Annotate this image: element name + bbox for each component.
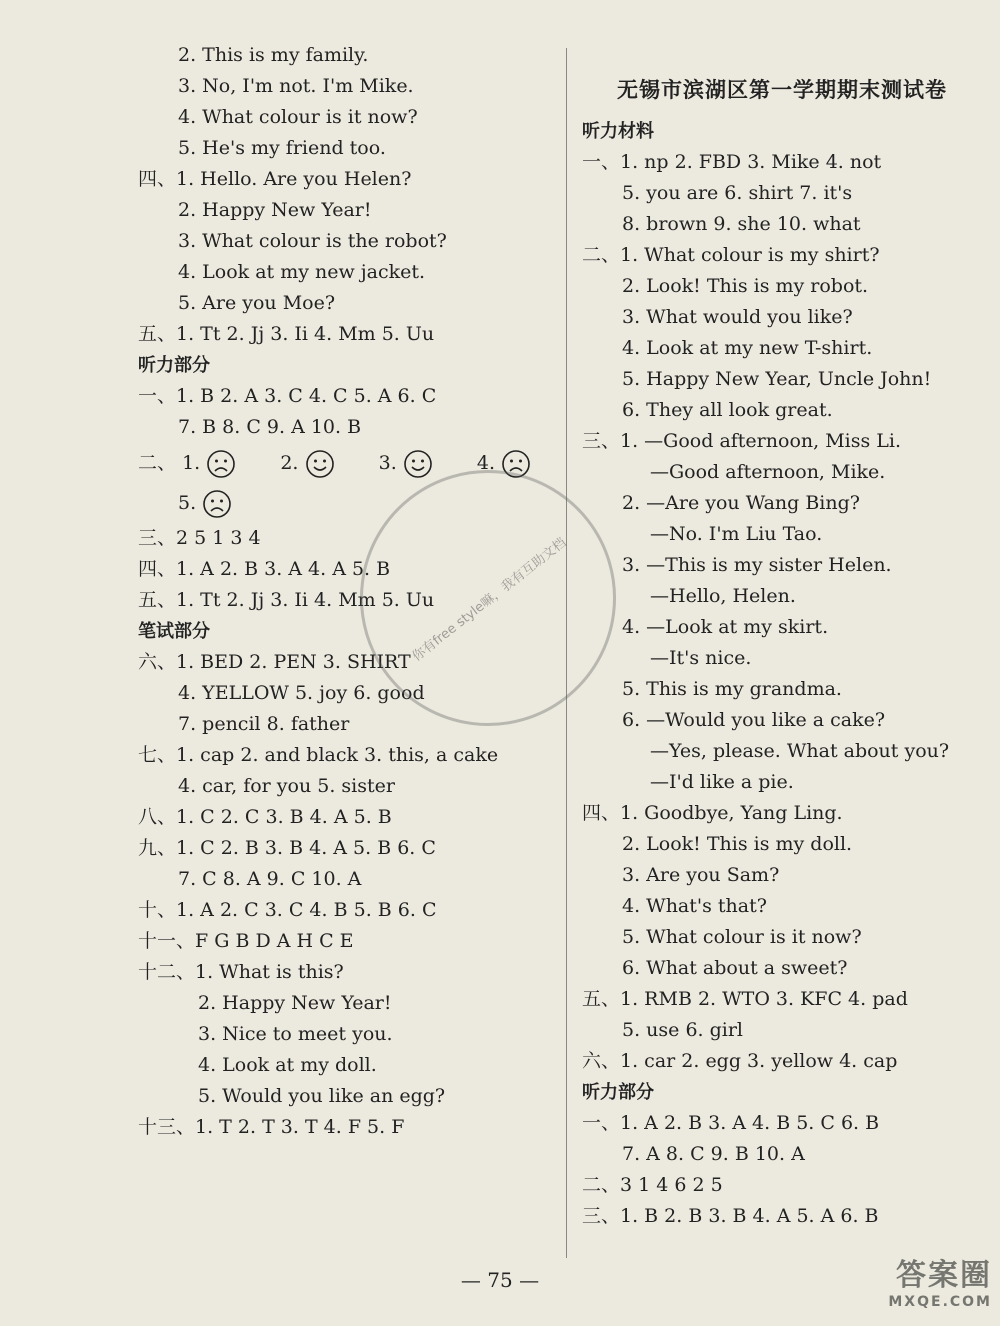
page-number: — 75 — xyxy=(460,1268,540,1292)
section-marker: 二、 xyxy=(582,1174,621,1196)
answer-line: 4. Look at my new T-shirt. xyxy=(622,337,873,359)
answer-line: 7. B 8. C 9. A 10. B xyxy=(178,416,362,438)
section-heading: 听力部分 xyxy=(582,1082,654,1103)
answer-line: —Hello, Helen. xyxy=(650,585,796,607)
answer-line: 2. Look! This is my robot. xyxy=(622,275,869,297)
answer-line: 一、1. B 2. A 3. C 4. C 5. A 6. C xyxy=(138,381,558,412)
sad-face-icon xyxy=(202,489,232,519)
face-item: 3. xyxy=(379,452,433,474)
section-marker: 三、 xyxy=(582,1205,621,1227)
happy-face-icon xyxy=(305,449,335,479)
happy-face-icon xyxy=(403,449,433,479)
answer-line: 7. pencil 8. father xyxy=(178,713,350,735)
answer-line: 一、1. np 2. FBD 3. Mike 4. not xyxy=(582,147,982,178)
answer-line: 5. you are 6. shirt 7. it's xyxy=(622,182,853,204)
logo-text: 答案圈 xyxy=(896,1258,992,1293)
answer-line: 3. Nice to meet you. xyxy=(198,1023,393,1045)
answer-line: 六、1. car 2. egg 3. yellow 4. cap xyxy=(582,1046,982,1077)
answer-line: 十一、F G B D A H C E xyxy=(138,926,558,957)
answer-line: 5. Happy New Year, Uncle John! xyxy=(622,368,932,390)
answer-line: 4. YELLOW 5. joy 6. good xyxy=(178,682,425,704)
answer-line: 十三、1. T 2. T 3. T 4. F 5. F xyxy=(138,1112,558,1143)
answer-line: 一、1. A 2. B 3. A 4. B 5. C 6. B xyxy=(582,1108,982,1139)
test-title: 无锡市滨湖区第一学期期末测试卷 xyxy=(617,78,947,102)
section-marker: 一、 xyxy=(138,385,177,407)
section-marker: 四、 xyxy=(138,168,177,190)
answer-line: 三、1. —Good afternoon, Miss Li. xyxy=(582,426,982,457)
answer-line: 二、3 1 4 6 2 5 xyxy=(582,1170,982,1201)
watermark-stamp: 你有free style嘛，我有互助文档 xyxy=(308,418,667,777)
answer-line: 5. What colour is it now? xyxy=(622,926,862,948)
answer-line: 四、1. A 2. B 3. A 4. A 5. B xyxy=(138,554,558,585)
section-marker: 十、 xyxy=(138,899,177,921)
answer-line: 5. Would you like an egg? xyxy=(198,1085,446,1107)
section-marker: 十一、 xyxy=(138,930,196,952)
answer-line: 4. Look at my new jacket. xyxy=(178,261,426,283)
section-marker: 九、 xyxy=(138,837,177,859)
answer-line: 二、1. What colour is my shirt? xyxy=(582,240,982,271)
sad-face-icon xyxy=(206,449,236,479)
section-heading: 听力部分 xyxy=(138,355,210,376)
answer-line: 5. He's my friend too. xyxy=(178,137,386,159)
section-marker: 六、 xyxy=(582,1050,621,1072)
answer-line: 4. What's that? xyxy=(622,895,767,917)
answer-line: 4. Look at my doll. xyxy=(198,1054,377,1076)
answer-line: 五、1. Tt 2. Jj 3. Ii 4. Mm 5. Uu xyxy=(138,585,558,616)
section-marker: 二、 xyxy=(138,452,177,474)
answer-line: 四、1. Hello. Are you Helen? xyxy=(138,164,558,195)
answer-line: 3. What colour is the robot? xyxy=(178,230,447,252)
face-item: 5. xyxy=(178,492,232,514)
answer-line: 九、1. C 2. B 3. B 4. A 5. B 6. C xyxy=(138,833,558,864)
face-item: 1. xyxy=(182,452,236,474)
answer-line: 5. This is my grandma. xyxy=(622,678,842,700)
answer-line: 5. Are you Moe? xyxy=(178,292,336,314)
answer-line: 2. Happy New Year! xyxy=(198,992,392,1014)
section-marker: 五、 xyxy=(582,988,621,1010)
answer-line: 3. Are you Sam? xyxy=(622,864,780,886)
answer-line: —No. I'm Liu Tao. xyxy=(650,523,823,545)
answer-line: 7. C 8. A 9. C 10. A xyxy=(178,868,362,890)
section-marker: 四、 xyxy=(582,802,621,824)
answer-line: 4. —Look at my skirt. xyxy=(622,616,829,638)
answer-line: 2. This is my family. xyxy=(178,44,369,66)
answer-line: —Yes, please. What about you? xyxy=(650,740,950,762)
right-column xyxy=(582,40,982,1232)
answer-line: 十、1. A 2. C 3. C 4. B 5. B 6. C xyxy=(138,895,558,926)
answer-line: 2. Happy New Year! xyxy=(178,199,372,221)
answer-line: 8. brown 9. she 10. what xyxy=(622,213,861,235)
face-item: 4. xyxy=(477,452,531,474)
answer-line: —Good afternoon, Mike. xyxy=(650,461,886,483)
answer-line: 2. Look! This is my doll. xyxy=(622,833,853,855)
answer-line: 3. No, I'm not. I'm Mike. xyxy=(178,75,414,97)
answer-line: 4. What colour is it now? xyxy=(178,106,418,128)
answer-line: 八、1. C 2. C 3. B 4. A 5. B xyxy=(138,802,558,833)
answer-line: 7. A 8. C 9. B 10. A xyxy=(622,1143,805,1165)
section-marker: 三、 xyxy=(138,527,177,549)
answer-line: 十二、1. What is this? xyxy=(138,957,558,988)
section-marker: 五、 xyxy=(138,589,177,611)
answer-line: 6. What about a sweet? xyxy=(622,957,848,979)
site-logo xyxy=(792,1250,992,1320)
section-marker: 八、 xyxy=(138,806,177,828)
answer-line: —I'd like a pie. xyxy=(650,771,794,793)
section-marker: 十三、 xyxy=(138,1116,196,1138)
section-marker: 五、 xyxy=(138,323,177,345)
section-heading: 笔试部分 xyxy=(138,621,210,642)
section-marker: 七、 xyxy=(138,744,177,766)
answer-line: 七、1. cap 2. and black 3. this, a cake xyxy=(138,740,558,771)
answer-line: 6. They all look great. xyxy=(622,399,833,421)
answer-line: 五、1. RMB 2. WTO 3. KFC 4. pad xyxy=(582,984,982,1015)
section-marker: 六、 xyxy=(138,651,177,673)
section-marker: 三、 xyxy=(582,430,621,452)
face-item: 2. xyxy=(280,452,334,474)
section-marker: 二、 xyxy=(582,244,621,266)
answer-line: 5. use 6. girl xyxy=(622,1019,744,1041)
section-marker: 十二、 xyxy=(138,961,196,983)
answer-line: —It's nice. xyxy=(650,647,752,669)
answer-line: 四、1. Goodbye, Yang Ling. xyxy=(582,798,982,829)
logo-domain: MXQE.COM xyxy=(888,1294,992,1310)
answer-line: 4. car, for you 5. sister xyxy=(178,775,395,797)
answer-line: 2. —Are you Wang Bing? xyxy=(622,492,860,514)
answer-line: 3. What would you like? xyxy=(622,306,853,328)
section-marker: 四、 xyxy=(138,558,177,580)
answer-line: 3. —This is my sister Helen. xyxy=(622,554,892,576)
answer-line: 六、1. BED 2. PEN 3. SHIRT xyxy=(138,647,558,678)
section-heading: 听力材料 xyxy=(582,121,654,142)
answer-line: 五、1. Tt 2. Jj 3. Ii 4. Mm 5. Uu xyxy=(138,319,558,350)
answer-line: 6. —Would you like a cake? xyxy=(622,709,886,731)
section-marker: 一、 xyxy=(582,1112,621,1134)
answer-line: 三、1. B 2. B 3. B 4. A 5. A 6. B xyxy=(582,1201,982,1232)
answer-line: 三、2 5 1 3 4 xyxy=(138,523,558,554)
section-marker: 一、 xyxy=(582,151,621,173)
